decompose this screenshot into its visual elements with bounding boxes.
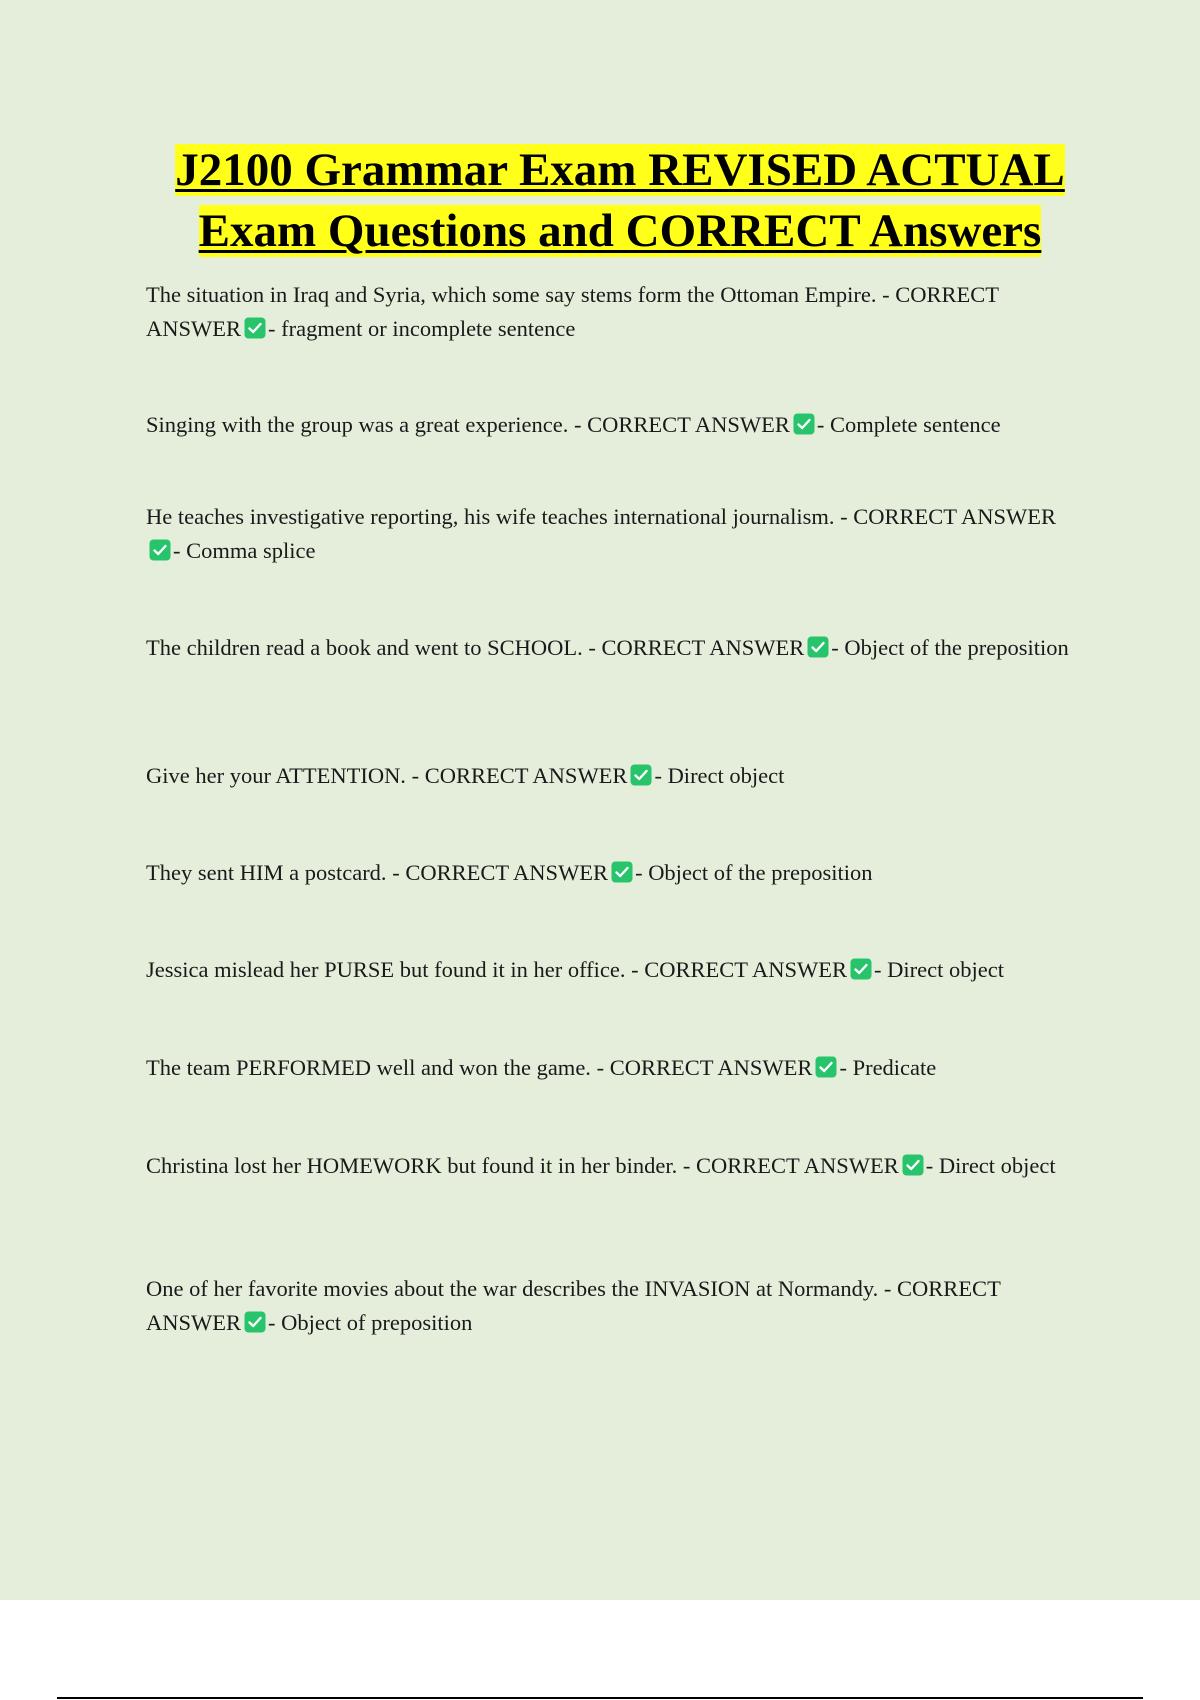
- question-text: The children read a book and went to SCHOOL.: [146, 635, 583, 660]
- answer-text: Object of preposition: [281, 1310, 473, 1335]
- answer-text: Direct object: [887, 957, 1004, 982]
- answer-marker: CORRECT ANSWER: [405, 860, 609, 885]
- answer-marker: CORRECT ANSWER: [587, 412, 790, 437]
- check-mark-button-icon: [630, 764, 652, 786]
- answer-marker: CORRECT ANSWER: [644, 957, 847, 982]
- answer-marker: CORRECT ANSWER: [695, 1153, 899, 1178]
- list-item: They sent HIM a postcard. - CORRECT ANSWER - Object of the preposition: [146, 860, 873, 885]
- check-mark-button-icon: [611, 861, 633, 883]
- check-mark-button-icon: [815, 1056, 837, 1078]
- list-item: Singing with the group was a great experience. - CORRECT ANSWER - Complete sentence: [146, 412, 1001, 437]
- answer-marker: CORRECT ANSWER: [853, 504, 1057, 529]
- answer-marker: CORRECT ANSWER: [609, 1055, 813, 1080]
- question-text: They sent HIM a postcard.: [146, 860, 387, 885]
- question-text: The situation in Iraq and Syria, which some say stems form the Ottoman Empire.: [146, 282, 877, 307]
- title-line-1: J2100 Grammar Exam REVISED ACTUAL: [175, 144, 1065, 196]
- question-text: Christina lost her HOMEWORK but found it in her binder.: [146, 1153, 678, 1178]
- answer-text: Complete sentence: [830, 412, 1001, 437]
- answer-text: fragment or incomplete sentence: [281, 316, 576, 341]
- list-item: The children read a book and went to SCHOOL. - CORRECT ANSWER - Object of the preposition: [146, 635, 1069, 660]
- question-text: One of her favorite movies about the war describes the INVASION at Normandy.: [146, 1276, 879, 1301]
- answer-text: Object of the preposition: [844, 635, 1069, 660]
- answer-text: Predicate: [852, 1055, 937, 1080]
- list-item: One of her favorite movies about the war describes the INVASION at Normandy. - CORRECT ANSWER - Object of preposition: [146, 1276, 1001, 1335]
- document-title: [60, 140, 1180, 262]
- list-item: The situation in Iraq and Syria, which some say stems form the Ottoman Empire. - CORRECT ANSWER - fragment or incomplete sentence: [146, 282, 999, 341]
- answer-marker: CORRECT ANSWER: [146, 282, 999, 341]
- check-mark-button-icon: [850, 958, 872, 980]
- answer-marker: CORRECT ANSWER: [146, 1276, 1001, 1335]
- question-text: He teaches investigative reporting, his wife teaches international journalism.: [146, 504, 835, 529]
- check-mark-button-icon: [793, 413, 815, 435]
- check-mark-button-icon: [244, 1311, 266, 1333]
- question-text: Jessica mislead her PURSE but found it in her office.: [146, 957, 626, 982]
- footer-divider: [57, 1697, 1143, 1699]
- list-item: Give her your ATTENTION. - CORRECT ANSWER - Direct object: [146, 763, 785, 788]
- answer-text: Object of the preposition: [648, 860, 873, 885]
- answer-text: Comma splice: [186, 538, 316, 563]
- question-text: Singing with the group was a great experience.: [146, 412, 569, 437]
- list-item: Christina lost her HOMEWORK but found it in her binder. - CORRECT ANSWER - Direct object: [146, 1153, 1056, 1178]
- question-text: The team PERFORMED well and won the game.: [146, 1055, 591, 1080]
- check-mark-button-icon: [902, 1154, 924, 1176]
- list-item: The team PERFORMED well and won the game. - CORRECT ANSWER - Predicate: [146, 1055, 937, 1080]
- answer-marker: CORRECT ANSWER: [424, 763, 628, 788]
- answer-text: Direct object: [667, 763, 785, 788]
- answer-marker: CORRECT ANSWER: [601, 635, 805, 660]
- title-line-2: Exam Questions and CORRECT Answers: [198, 205, 1042, 257]
- check-mark-button-icon: [807, 636, 829, 658]
- list-item: Jessica mislead her PURSE but found it in her office. - CORRECT ANSWER - Direct object: [146, 957, 1004, 982]
- check-mark-button-icon: [244, 317, 266, 339]
- check-mark-button-icon: [149, 539, 171, 561]
- list-item: He teaches investigative reporting, his wife teaches international journalism. - CORRECT ANSWER - Comma splice: [146, 504, 1057, 563]
- question-text: Give her your ATTENTION.: [146, 763, 406, 788]
- answer-text: Direct object: [938, 1153, 1056, 1178]
